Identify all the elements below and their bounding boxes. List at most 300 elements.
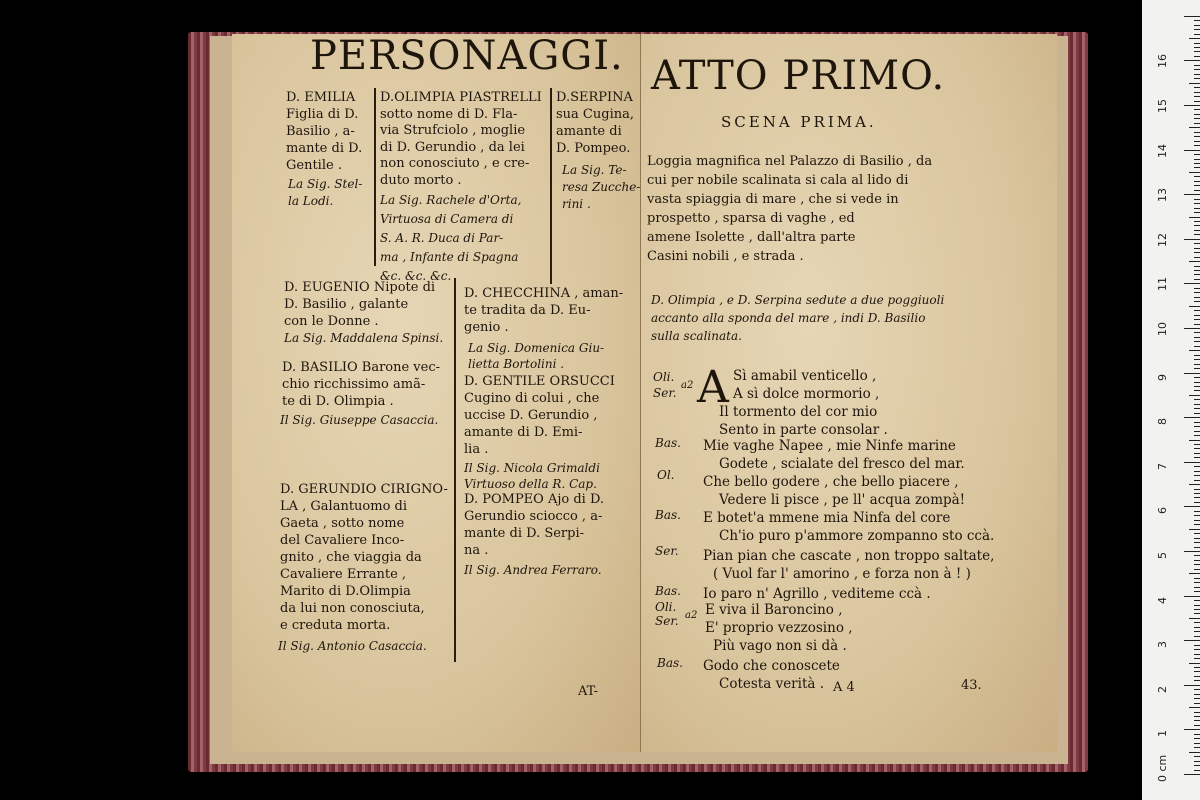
ruler-tick [1184, 328, 1200, 329]
ruler-tick [1184, 462, 1200, 463]
ruler-tick [1194, 225, 1200, 226]
ruler-tick [1194, 243, 1200, 244]
ruler-tick [1189, 83, 1200, 84]
actor-line: La Sig. Domenica Giu- [468, 341, 605, 355]
ruler-tick [1189, 172, 1200, 173]
character-line: di D. Gerundio , da lei [380, 139, 525, 155]
ruler-tick [1194, 431, 1200, 432]
character-line: Cugino di colui , che [464, 391, 600, 406]
ruler-tick [1194, 297, 1200, 298]
ruler-number: 8 [1156, 418, 1169, 426]
ruler-tick [1194, 694, 1200, 695]
verse-line: Ch'io puro p'ammore zompanno sto ccà. [719, 528, 995, 544]
ruler-tick [1194, 199, 1200, 200]
actor-line: lietta Bortolini . [468, 357, 565, 371]
ruler-number: 12 [1156, 232, 1169, 247]
character-line: duto morto . [380, 172, 462, 188]
ruler-tick [1194, 448, 1200, 449]
ruler-tick [1184, 729, 1200, 730]
ruler-tick [1194, 310, 1200, 311]
ruler-tick [1194, 279, 1200, 280]
ruler-tick [1194, 520, 1200, 521]
setting-line: amene Isolette , dall'altra parte [647, 230, 856, 245]
ruler-tick [1194, 489, 1200, 490]
ruler-tick [1194, 582, 1200, 583]
speaker-label: Ser. [655, 544, 679, 558]
ruler-tick [1194, 466, 1200, 467]
ruler-tick [1194, 208, 1200, 209]
ruler-tick [1194, 609, 1200, 610]
ruler-tick [1194, 605, 1200, 606]
actor-line: Il Sig. Andrea Ferraro. [464, 563, 602, 577]
character-line: D. GERUNDIO CIRIGNO- [280, 482, 448, 497]
ruler-tick [1184, 685, 1200, 686]
ruler-tick [1194, 288, 1200, 289]
actor-line: rini . [562, 197, 591, 211]
ruler-tick [1194, 422, 1200, 423]
ruler-tick [1184, 16, 1200, 17]
ruler-tick [1194, 658, 1200, 659]
page-title-atto-primo: ATTO PRIMO. [651, 53, 946, 99]
verse-line: Mie vaghe Napee , mie Ninfe marine [703, 438, 956, 454]
actor-line: resa Zucche- [562, 180, 641, 194]
ruler-tick [1184, 60, 1200, 61]
ruler-tick [1184, 774, 1200, 775]
ruler-tick [1194, 377, 1200, 378]
catchword: AT- [578, 684, 599, 699]
ruler-tick [1194, 533, 1200, 534]
ruler-tick [1189, 618, 1200, 619]
character-line: uccise D. Gerundio , [464, 408, 598, 423]
ruler-tick [1189, 306, 1200, 307]
ruler-tick [1194, 738, 1200, 739]
ruler-tick [1194, 569, 1200, 570]
speaker-label: Oli. [653, 370, 675, 384]
ruler-tick [1194, 25, 1200, 26]
character-line: mante di D. [286, 141, 363, 156]
character-line: Figlia di D. [286, 107, 359, 122]
ruler-number: 16 [1156, 54, 1169, 69]
actor-line: Il Sig. Giuseppe Casaccia. [280, 413, 439, 427]
ruler-number: 7 [1156, 462, 1169, 470]
actor-line: La Sig. Maddalena Spinsi. [284, 331, 444, 345]
ruler-tick [1194, 47, 1200, 48]
ruler-tick [1194, 457, 1200, 458]
ruler-tick [1194, 680, 1200, 681]
ruler-tick [1184, 506, 1200, 507]
speaker-label: Bas. [655, 508, 681, 522]
verse-line: Il tormento del cor mio [719, 404, 878, 420]
character-line: D. GENTILE ORSUCCI [464, 374, 615, 389]
ruler-tick [1194, 743, 1200, 744]
verse-line: E viva il Baroncino , [705, 602, 843, 618]
ruler-tick [1194, 444, 1200, 445]
column-rule [454, 278, 456, 662]
verse-line: Godete , scialate del fresco del mar. [719, 456, 965, 472]
character-line: sua Cugina, [556, 107, 634, 122]
ruler-tick [1184, 551, 1200, 552]
ruler-tick [1194, 324, 1200, 325]
character-line: D.OLIMPIA PIASTRELLI [380, 90, 542, 105]
left-page [232, 34, 641, 752]
ruler-tick [1184, 239, 1200, 240]
ruler-tick [1184, 150, 1200, 151]
ruler-tick [1189, 440, 1200, 441]
setting-line: Casini nobili , e strada . [647, 249, 804, 264]
verse-line: Io paro n' Agrillo , vediteme ccà . [703, 586, 931, 602]
character-line: non conosciuto , e cre- [380, 156, 530, 171]
ruler-tick [1194, 56, 1200, 57]
column-rule [374, 88, 376, 266]
ruler-tick [1194, 435, 1200, 436]
ruler-tick [1189, 752, 1200, 753]
ruler-tick [1194, 475, 1200, 476]
actor-line: Virtuoso della R. Cap. [464, 477, 597, 491]
ruler-tick [1194, 359, 1200, 360]
character-line: e creduta morta. [280, 618, 391, 633]
setting-line: Loggia magnifica nel Palazzo di Basilio , da [647, 154, 933, 169]
ruler-tick [1194, 716, 1200, 717]
ruler-tick [1194, 493, 1200, 494]
ruler-tick [1189, 395, 1200, 396]
ruler-tick [1194, 292, 1200, 293]
ruler-tick [1194, 167, 1200, 168]
character-line: Gerundio sciocco , a- [464, 509, 603, 524]
verse-line: E' proprio vezzosino , [705, 620, 853, 636]
ruler-tick [1194, 547, 1200, 548]
actor-line: La Sig. Te- [562, 163, 627, 177]
verse-line: Cotesta verità . [719, 676, 825, 692]
ruler-tick [1194, 123, 1200, 124]
character-line: na . [464, 543, 489, 558]
ruler-tick [1194, 471, 1200, 472]
actor-line: La Sig. Stel- [288, 177, 363, 191]
ruler-tick [1194, 368, 1200, 369]
direction-line: sulla scalinata. [651, 329, 742, 343]
ruler-tick [1194, 770, 1200, 771]
ruler-tick [1194, 538, 1200, 539]
ruler-tick [1194, 453, 1200, 454]
ruler-number: 14 [1156, 143, 1169, 158]
page-title-personaggi: PERSONAGGI. [310, 34, 624, 79]
speaker-label: Ol. [657, 468, 675, 482]
ruler-tick [1194, 654, 1200, 655]
ruler-tick [1194, 315, 1200, 316]
ruler-tick [1194, 43, 1200, 44]
verse-line: A sì dolce mormorio , [733, 386, 880, 402]
ruler-number: 9 [1156, 373, 1169, 381]
ruler-number: 13 [1156, 188, 1169, 203]
character-line: Gaeta , sotto nome [280, 516, 405, 531]
ruler-tick [1194, 78, 1200, 79]
verse-line: E botet'a mmene mia Ninfa del core [703, 510, 951, 526]
setting-line: cui per nobile scalinata si cala al lido di [647, 173, 909, 188]
ruler-tick [1194, 274, 1200, 275]
ruler-number: 1 [1156, 730, 1169, 738]
character-line: D. EUGENIO Nipote di [284, 280, 436, 295]
speaker-label: Bas. [657, 656, 683, 670]
direction-line: D. Olimpia , e D. Serpina sedute a due poggiuoli [651, 293, 945, 307]
ruler-tick [1194, 266, 1200, 267]
verse-line: Pian pian che cascate , non troppo saltate, [703, 548, 995, 564]
ruler-tick [1194, 627, 1200, 628]
ruler-tick [1189, 261, 1200, 262]
ruler-tick [1194, 163, 1200, 164]
measuring-ruler [1142, 0, 1200, 800]
character-line: mante di D. Serpi- [464, 526, 585, 541]
ruler-number: 0 cm [1156, 754, 1169, 782]
ruler-tick [1184, 105, 1200, 106]
verse-line: Che bello godere , che bello piacere , [703, 474, 959, 490]
ruler-tick [1194, 319, 1200, 320]
character-line: da lui non conosciuta, [280, 601, 425, 616]
ruler-tick [1189, 663, 1200, 664]
ruler-number: 5 [1156, 552, 1169, 559]
scene-heading: SCENA PRIMA. [721, 113, 877, 131]
ruler-tick [1194, 118, 1200, 119]
ruler-tick [1194, 234, 1200, 235]
ruler-tick [1194, 756, 1200, 757]
verse-line: ( Vuol far l' amorino , e forza non à ! ) [713, 566, 971, 582]
character-line: via Strufciolo , moglie [380, 123, 526, 138]
ruler-tick [1194, 159, 1200, 160]
ruler-tick [1194, 622, 1200, 623]
ruler-tick [1194, 109, 1200, 110]
ruler-tick [1194, 515, 1200, 516]
ruler-tick [1189, 217, 1200, 218]
ruler-tick [1194, 703, 1200, 704]
ruler-tick [1194, 332, 1200, 333]
character-line: D. CHECCHINA , aman- [464, 286, 624, 301]
ruler-tick [1194, 404, 1200, 405]
ruler-tick [1194, 555, 1200, 556]
actor-line: S. A. R. Duca di Par- [380, 231, 504, 245]
ruler-number: 3 [1156, 641, 1169, 649]
character-line: Basilio , a- [286, 124, 355, 139]
verse-line: Vedere li pisce , pe ll' acqua zompà! [719, 492, 966, 508]
ruler-tick [1194, 613, 1200, 614]
ruler-tick [1189, 529, 1200, 530]
ruler-tick [1194, 591, 1200, 592]
ruler-tick [1194, 65, 1200, 66]
character-line: Cavaliere Errante , [280, 567, 407, 582]
actor-line: Il Sig. Antonio Casaccia. [278, 639, 427, 653]
character-line: D. Pompeo. [556, 141, 631, 156]
actor-line: Il Sig. Nicola Grimaldi [464, 461, 600, 475]
speaker-label: Bas. [655, 436, 681, 450]
character-line: del Cavaliere Inco- [280, 533, 405, 548]
ruler-tick [1194, 386, 1200, 387]
ruler-tick [1194, 92, 1200, 93]
character-line: gnito , che viaggia da [280, 550, 422, 565]
ruler-tick [1194, 190, 1200, 191]
right-page [641, 34, 1057, 752]
character-line: te tradita da D. Eu- [464, 303, 591, 318]
speaker-label: Ser. [653, 386, 677, 400]
character-line: D.SERPINA [556, 90, 633, 105]
ruler-tick [1194, 712, 1200, 713]
ruler-tick [1194, 145, 1200, 146]
ruler-tick [1194, 511, 1200, 512]
ruler-tick [1194, 636, 1200, 637]
verse-line: Sì amabil venticello , [733, 368, 877, 384]
setting-line: prospetto , sparsa di vaghe , ed [647, 211, 855, 226]
ruler-tick [1189, 350, 1200, 351]
character-line: chio ricchissimo amã- [282, 377, 426, 392]
character-line: genio . [464, 320, 509, 335]
ruler-tick [1194, 181, 1200, 182]
ruler-tick [1194, 176, 1200, 177]
ruler-tick [1194, 221, 1200, 222]
ruler-tick [1194, 426, 1200, 427]
ruler-tick [1189, 707, 1200, 708]
ruler-tick [1194, 600, 1200, 601]
ruler-tick [1194, 185, 1200, 186]
ruler-tick [1194, 399, 1200, 400]
ruler-tick [1194, 248, 1200, 249]
drop-cap: A [697, 362, 729, 413]
ruler-tick [1194, 136, 1200, 137]
ruler-tick [1194, 542, 1200, 543]
character-line: Marito di D.Olimpia [280, 584, 411, 599]
ruler-tick [1194, 101, 1200, 102]
ruler-tick [1189, 38, 1200, 39]
ruler-tick [1194, 631, 1200, 632]
ruler-tick [1194, 74, 1200, 75]
ruler-number: 2 [1156, 685, 1169, 693]
ruler-tick [1194, 141, 1200, 142]
ruler-tick [1194, 346, 1200, 347]
ruler-tick [1194, 765, 1200, 766]
ruler-tick [1189, 484, 1200, 485]
character-line: D. Basilio , galante [284, 297, 409, 312]
character-line: con le Donne . [284, 314, 379, 329]
signature-mark: A 4 [833, 680, 855, 695]
ruler-tick [1194, 761, 1200, 762]
ruler-tick [1194, 578, 1200, 579]
ruler-tick [1194, 502, 1200, 503]
character-line: Gentile . [286, 158, 342, 173]
ruler-tick [1194, 203, 1200, 204]
ruler-tick [1194, 725, 1200, 726]
ruler-tick [1184, 417, 1200, 418]
ruler-tick [1194, 69, 1200, 70]
ruler-number: 11 [1156, 277, 1169, 292]
ruler-tick [1194, 154, 1200, 155]
ruler-tick [1194, 390, 1200, 391]
ruler-tick [1189, 127, 1200, 128]
actor-line: La Sig. Rachele d'Orta, [380, 193, 522, 207]
character-line: D. POMPEO Ajo di D. [464, 492, 605, 507]
ruler-tick [1194, 480, 1200, 481]
ruler-tick [1194, 720, 1200, 721]
verse-line: Sento in parte consolar . [719, 422, 888, 438]
page-number: 43. [961, 678, 982, 693]
ruler-tick [1194, 337, 1200, 338]
ruler-number: 15 [1156, 99, 1169, 113]
ruler-tick [1194, 676, 1200, 677]
ruler-tick [1194, 51, 1200, 52]
character-line: D. EMILIA [286, 90, 356, 105]
speaker-label: a2 [681, 380, 694, 391]
actor-line: Virtuosa di Camera di [380, 212, 514, 226]
ruler-tick [1194, 689, 1200, 690]
ruler-tick [1194, 257, 1200, 258]
ruler-tick [1194, 230, 1200, 231]
ruler-tick [1194, 364, 1200, 365]
actor-line: ma , Infante di Spagna [380, 250, 519, 264]
ruler-tick [1194, 747, 1200, 748]
ruler-tick [1194, 382, 1200, 383]
ruler-tick [1194, 408, 1200, 409]
character-line: te di D. Olimpia . [282, 394, 394, 409]
ruler-tick [1184, 640, 1200, 641]
verse-line: Godo che conoscete [703, 658, 840, 674]
ruler-tick [1194, 413, 1200, 414]
setting-line: vasta spiaggia di mare , che si vede in [647, 192, 899, 207]
ruler-tick [1194, 341, 1200, 342]
ruler-tick [1194, 734, 1200, 735]
ruler-tick [1194, 524, 1200, 525]
direction-line: accanto alla sponda del mare , indi D. Basilio [651, 311, 926, 325]
ruler-tick [1194, 564, 1200, 565]
ruler-tick [1194, 587, 1200, 588]
ruler-tick [1194, 132, 1200, 133]
ruler-tick [1194, 649, 1200, 650]
ruler-tick [1194, 560, 1200, 561]
ruler-tick [1184, 194, 1200, 195]
ruler-tick [1194, 645, 1200, 646]
character-line: sotto nome di D. Fla- [380, 106, 518, 122]
ruler-tick [1194, 497, 1200, 498]
ruler-tick [1184, 283, 1200, 284]
ruler-tick [1194, 96, 1200, 97]
ruler-number: 4 [1156, 596, 1169, 604]
ruler-tick [1194, 212, 1200, 213]
ruler-tick [1194, 252, 1200, 253]
ruler-tick [1194, 301, 1200, 302]
actor-line: &c. &c. &c. [380, 269, 452, 283]
ruler-number: 6 [1156, 507, 1169, 515]
ruler-tick [1194, 698, 1200, 699]
ruler-tick [1194, 29, 1200, 30]
ruler-tick [1194, 355, 1200, 356]
speaker-label: Ser. [655, 614, 679, 628]
ruler-tick [1194, 20, 1200, 21]
actor-line: la Lodi. [288, 194, 334, 208]
column-rule [550, 88, 552, 284]
character-line: amante di [556, 124, 622, 139]
character-line: lia . [464, 442, 489, 457]
ruler-tick [1184, 373, 1200, 374]
speaker-label: Oli. [655, 600, 677, 614]
ruler-tick [1189, 573, 1200, 574]
ruler-tick [1194, 270, 1200, 271]
character-line: LA , Galantuomo di [280, 499, 408, 514]
speaker-label: Bas. [655, 584, 681, 598]
ruler-tick [1194, 667, 1200, 668]
ruler-tick [1194, 87, 1200, 88]
character-line: D. BASILIO Barone vec- [282, 360, 441, 375]
ruler-tick [1194, 34, 1200, 35]
ruler-tick [1194, 114, 1200, 115]
speaker-label: a2 [685, 610, 698, 621]
verse-line: Più vago non si dà . [713, 638, 847, 654]
ruler-tick [1194, 671, 1200, 672]
ruler-number: 10 [1156, 322, 1169, 336]
ruler-tick [1184, 596, 1200, 597]
character-line: amante di D. Emi- [464, 425, 583, 440]
